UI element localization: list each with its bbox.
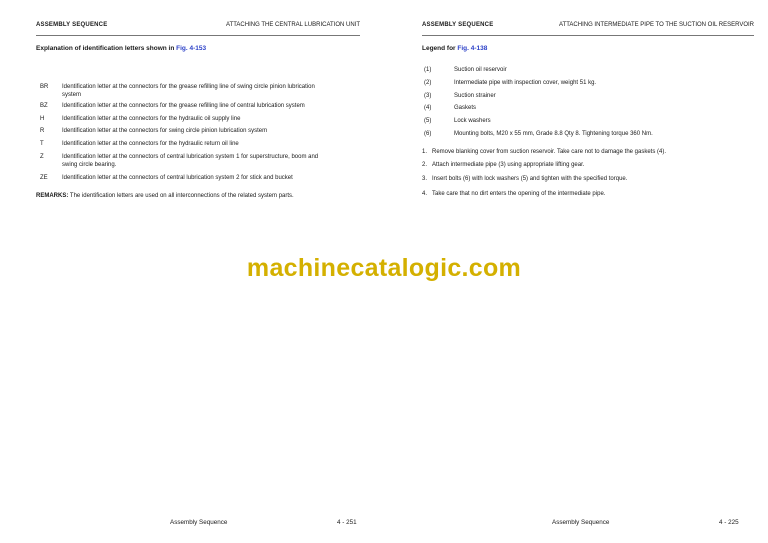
step-number: 2. — [422, 162, 428, 168]
identification-code: ZE — [40, 175, 48, 181]
legend-number: (5) — [424, 118, 432, 124]
identification-description: Identification letter at the connectors for swing circle pinion lubrication system — [62, 128, 268, 134]
legend-number: (6) — [424, 131, 432, 137]
section-title — [36, 45, 206, 52]
header-section: ASSEMBLY SEQUENCE — [422, 22, 494, 28]
identification-code: H — [40, 116, 45, 122]
identification-description: Identification letter at the connectors for the grease refilling line of central lubrication system — [62, 103, 305, 109]
footer-title: Assembly Sequence — [552, 519, 610, 526]
identification-description: Identification letter at the connectors of central lubrication system 2 for stick and bucket — [62, 175, 293, 181]
section-title-text: Legend for — [422, 45, 456, 52]
legend-number: (3) — [424, 93, 432, 99]
footer-title: Assembly Sequence — [170, 519, 228, 526]
header-chapter-title: ATTACHING INTERMEDIATE PIPE TO THE SUCTION OIL RESERVOIR — [558, 22, 754, 28]
identification-code: R — [40, 128, 45, 134]
identification-description: Identification letter at the connectors for the hydraulic return oil line — [62, 141, 239, 147]
watermark: machinecatalogic.com — [246, 254, 522, 282]
step-number: 1. — [422, 149, 428, 155]
section-title — [422, 45, 487, 52]
identification-code: T — [40, 141, 44, 147]
identification-description: Identification letter at the connectors of central lubrication system 1 for superstructure, boom and swing circle bearing. — [62, 154, 319, 168]
legend-text: Gaskets — [454, 105, 477, 111]
figure-reference-link[interactable]: Fig. 4-138 — [457, 45, 488, 52]
legend-text: Lock washers — [454, 118, 491, 124]
remarks-note — [36, 193, 294, 199]
header-divider — [422, 35, 754, 36]
remarks-text: The identification letters are used on all interconnections of the related system parts. — [69, 193, 294, 199]
legend-number: (1) — [424, 67, 432, 73]
identification-code: BR — [40, 84, 49, 90]
step-text: Remove blanking cover from suction reservoir. Take care not to damage the gaskets (4). — [432, 149, 667, 155]
legend-text: Intermediate pipe with inspection cover, weight 51 kg. — [454, 80, 597, 86]
step-text: Attach intermediate pipe (3) using appropriate lifting gear. — [432, 162, 585, 168]
step-text: Take care that no dirt enters the opening of the intermediate pipe. — [432, 191, 606, 197]
identification-description: Identification letter at the connectors for the grease refilling line of swing circle pinion lubrication system — [62, 84, 315, 98]
legend-number: (2) — [424, 80, 432, 86]
remarks-label: REMARKS: — [36, 193, 69, 199]
legend-text: Suction oil reservoir — [454, 67, 507, 73]
identification-code: Z — [40, 154, 44, 160]
step-number: 4. — [422, 191, 428, 197]
identification-description: Identification letter at the connectors for the hydraulic oil supply line — [62, 116, 241, 122]
identification-code: BZ — [40, 103, 48, 109]
figure-reference-link[interactable]: Fig. 4-153 — [176, 45, 207, 52]
header-chapter-title: ATTACHING THE CENTRAL LUBRICATION UNIT — [225, 22, 360, 28]
legend-text: Mounting bolts, M20 x 55 mm, Grade 8.8 Qty 8. Tightening torque 360 Nm. — [454, 131, 653, 137]
header-divider — [36, 35, 360, 36]
step-number: 3. — [422, 176, 428, 182]
page-number: 4 - 225 — [719, 519, 739, 526]
legend-text: Suction strainer — [454, 93, 496, 99]
legend-number: (4) — [424, 105, 432, 111]
page-number: 4 - 251 — [337, 519, 357, 526]
header-section: ASSEMBLY SEQUENCE — [36, 22, 108, 28]
section-title-text: Explanation of identification letters shown in — [36, 45, 175, 52]
step-text: Insert bolts (6) with lock washers (5) and tighten with the specified torque. — [432, 176, 628, 182]
